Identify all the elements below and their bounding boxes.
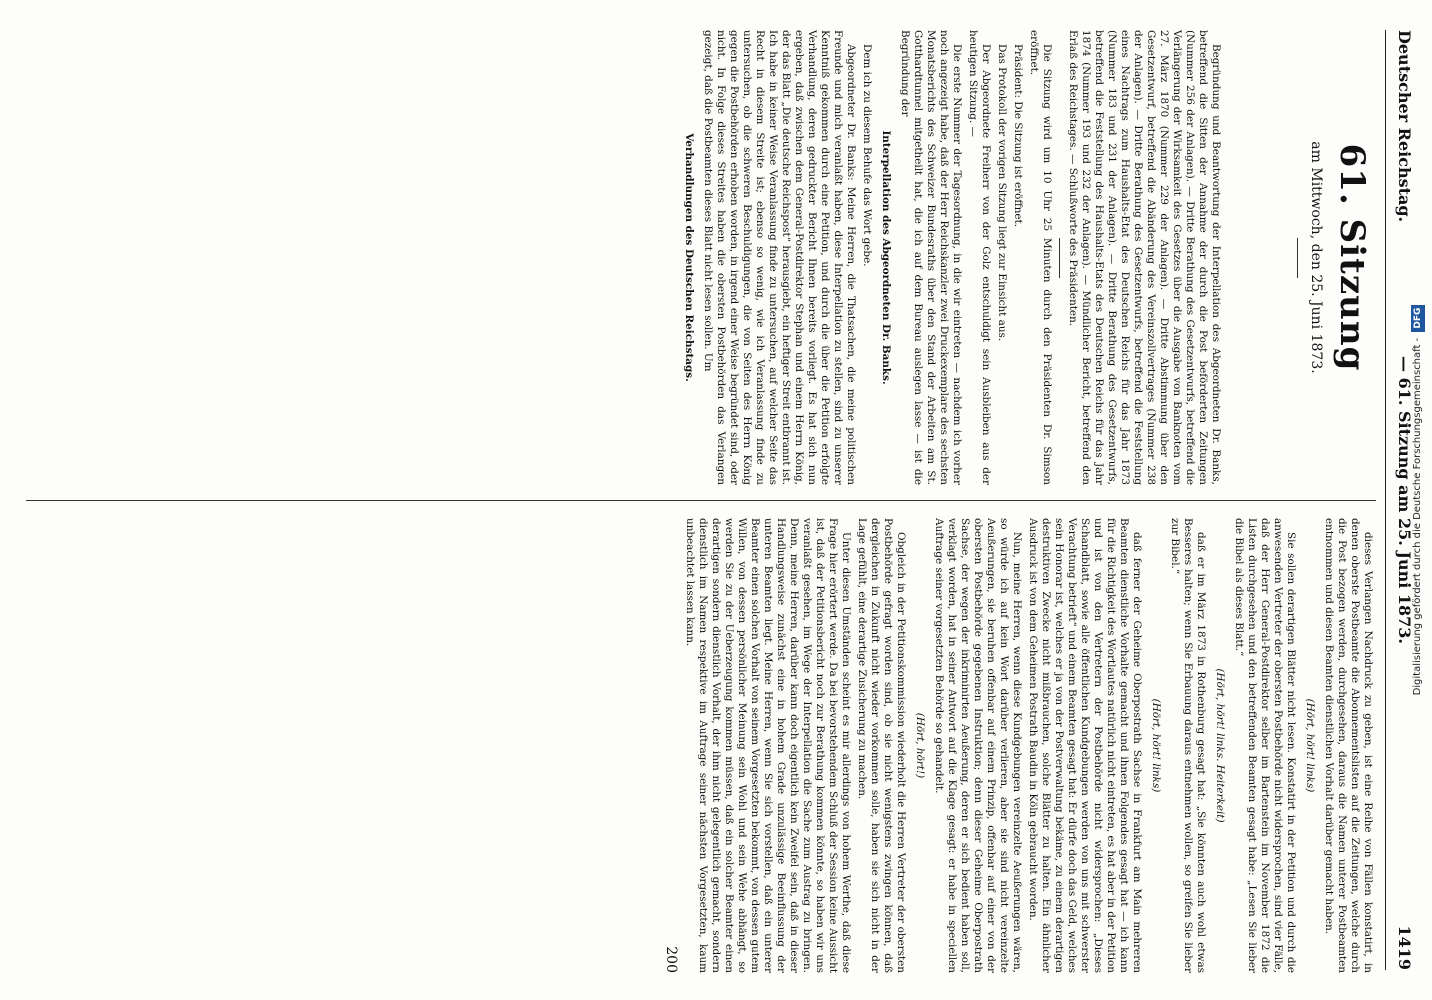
session-date: am Mittwoch, den 25. Juni 1873.	[1308, 141, 1324, 374]
footer-note: Verhandlungen des Deutschen Reichstags.	[683, 133, 695, 382]
floor-paragraph: Dem ich zu diesem Behufe das Wort gebe.	[861, 44, 873, 267]
digitization-credit	[1404, 0, 1432, 1000]
session-heading	[1297, 30, 1372, 485]
protocol-paragraph: Das Protokoll der vorigen Sitzung liegt zur Einsicht aus.	[996, 44, 1008, 342]
interjection: (Hört, hört! links)	[1304, 698, 1316, 793]
heading-rule	[1297, 238, 1298, 278]
left-column	[676, 30, 1222, 485]
credit-text-wrap	[1404, 0, 1432, 1000]
opening-paragraph: Die Sitzung wird um 10 Uhr 25 Minuten durch den Präsidenten Dr. Simson eröffnet.	[1028, 30, 1053, 485]
text-paragraph: Sie sollen derartigen Blätter nicht lesen. Konstatirt in der Petition und durch die anwesenden Vertreter der obersten Postbehörde nicht widersprochen, sind vier Fälle, daß der Herr General-Postdirektor selber im Bartenstein im November 1872 die Listen durchgesehen und den betreffenden Beamten gesagt habe: „Lesen Sie lieber die Bibel als dieses Blatt.“	[1233, 518, 1297, 973]
agenda-item-paragraph: Die erste Nummer der Tagesordnung, in die wir eintreten — nachdem ich vorher noch angezeigt habe, daß der Herr Reichskanzler zwei Druckexemplare des sechsten Monatsberichts des Schweizer Bundesraths über den Stand der Arbeiten am St. Gotthardtunnel mitgetheilt hat, die ich auf dem Bureau auslegen lasse — ist die Begründung der	[899, 30, 963, 485]
text-paragraph: Unter diesen Umständen scheint es mir allerdings von hohem Werthe, daß diese Frage hier erörtert werde. Da bei bevorstehendem Schluß der Session keine Aussicht ist, daß der Petitionsbericht noch zur Berathung kommen könnte, so haben wir uns veranlaßt gesehen, im Wege der Interpellation die Sache zum Austrag zu bringen. Denn, meine Herren, darüber kann doch eigentlich kein Zweifel sein, daß in dieser Handlungsweise zunächst eine in hohem Grade unzulässige Beeinflussung der unteren Beamten liegt. Meine Herren, wenn Sie sich vorstellen, daß ein unterer Beamter einen solchen Vorhalt von seinem Vorgesetzten bekommt, von dessen gutem Willen, von dessen persönlicher Meinung sein Wohl und sein Wehe abhängt, so werden Sie zu der Ueberzeugung kommen müssen, daß ein solcher Beamter einen derartigen sondern dienstlich Vorhalt, der ihm nicht gelegentlich gemacht, sondern dienstlich im Namen respektive im Auftrage seiner nächsten Vorgesetzten, kaum unbeachtet lassen kann.	[684, 518, 852, 973]
president-paragraph: Präsident: Die Sitzung ist eröffnet.	[1012, 44, 1024, 228]
session-title: 61. Sitzung	[1332, 143, 1372, 372]
text-paragraph: Obgleich in der Petitionskommission wiederholt die Herren Vertreter der obersten Postbehörde gefragt worden sind, ob sie nicht wenigstens zwingen können, daß dergleichen in Zukunft nicht wieder vorkommen solle, haben sie sich nicht in der Lage gefühlt, eine derartige Zusicherung zu machen.	[856, 518, 907, 973]
credit-text: Digitalisierung gefördert durch die Deutsche Forschungsgemeinschaft -	[1412, 337, 1423, 696]
interpellation-heading: Interpellation des Abgeordneten Dr. Banks.	[880, 130, 892, 385]
column-divider	[26, 500, 1376, 501]
interjection: (Hört, hört! links)	[1150, 698, 1162, 793]
dfg-logo: DFG	[1411, 305, 1425, 332]
signature-number: 200	[663, 946, 679, 973]
text-paragraph: Nun, meine Herren, wenn diese Kundgebungen vereinzelte Aeußerungen wären, so würde ich auf kein Wort darüber verlieren, aber sie sind nicht vereinzelte Aeußerungen, sie beruhen offenbar auf einem Prinzip, offenbar auf einer von der obersten Postbehörde gegebenen Instruktion; denn dieser Geheime Oberpostrath Sachse, der wegen der inkriminirten Aeußerung, deren er sich bedient haben soll, verklagt worden, hat in seiner Antwort auf die Klage gesagt: er habe in speciellen Auftrage seiner vorgesetzten Behörde so gehandelt.	[933, 518, 1023, 973]
header-rule	[1385, 30, 1386, 970]
interjection: (Hört, hört! links. Heiterkeit)	[1214, 668, 1226, 823]
right-column	[664, 518, 1374, 973]
text-paragraph: daß er im März 1873 in Rothenburg gesagt hat: „Sie könnten auch wohl etwas Besseres halten; wenn Sie Erbauung daraus entnehmen wollen, so greifen Sie lieber zur Bibel.“	[1169, 518, 1207, 973]
text-paragraph: dieses Verlangen Nachdruck zu geben, ist eine Reihe von Fällen konstatirt, in denen oberste Postbeamte die Abonnementslisten auf die Zeitungen, welche durch die Post bezogen werden, durchgesehen, daraus die Namen unterer Postbeamten entnommen und diesen Beamten dienstlichen Vorhalt darüber gemacht haben.	[1323, 518, 1374, 973]
text-paragraph: daß ferner der Geheime Oberpostrath Sachse in Frankfurt am Main mehreren Beamten dienstliche Vorhalte gemacht und ihnen Folgendes gesagt hat — ich kann für die Richtigkeit des Wortlautes natürlich nicht eintreten, es hat aber in der Petition und ist von den Vertretern der Postbehörde nicht widersprochen: „Dieses Schandblatt, sowie alle öffentlichen Kundgebungen werden von uns mit schwerster Verachtung betrieft“ und einem Beamten gesagt hat: Er dürfe doch das Geld, welches sein Honorar ist, welches er ja von der Postverwaltung bekäme, zu einem derartigen destruktiven Zwecke nicht mißbrauchen, solche Blätter zu halten. Ein ähnlicher Ausdruck ist von dem Geheimen Postrath Baudin in Köln gebraucht worden.	[1027, 518, 1143, 973]
speech-paragraph: Abgeordneter Dr. Banks: Meine Herren, die Thatsachen, die meine politischen Freunde und mich veranlaßt haben, diese Interpellation zu stellen, sind zu unserer Kenntniß gekommen durch eine Petition, und durch die über die Petition erfolgte Verhandlung, deren gedruckter Bericht Ihnen bereits vorliegt. Es hat sich nun ergeben, daß zwischen dem General-Postdirektor Stephan und einem Herrn König, der das Blatt „Die deutsche Reichspost“ herausgiebt, ein heftiger Streit entbrannt ist. Ich habe in keiner Weise Veranlassung finde zu untersuchen, auf welcher Seite das Recht in diesem Streite ist; ebenso so wenig, wie ich Veranlassung finde zu untersuchen, ob die schweren Beschuldigungen, die von Seiten des Herrn König gegen die Postbehörden erhoben worden, in irgend einer Weise begründet sind, oder nicht. In Folge dieses Streites haben die obersten Postbehörden das Verlangen gezeigt, daß die Postbeamten dieses Blatt nicht lesen sollen. Um	[702, 30, 857, 485]
interjection: (Hört, hört!)	[914, 712, 926, 779]
excuse-paragraph: Der Abgeordnete Freiherr von der Golz entschuldigt sein Ausbleiben aus der heutigen Sitzung. —	[967, 30, 992, 485]
header-center: — 61. Sitzung am 25. Juni 1873.	[1395, 356, 1414, 644]
section-rule	[1059, 238, 1060, 278]
page-number: 1419	[1395, 925, 1414, 970]
header-left: Deutscher Reichstag.	[1395, 30, 1414, 223]
agenda-paragraph: Begründung und Beantwortung der Interpellation des Abgeordneten Dr. Banks, betreffend die Sitten der Annahme der durch die Post beförderten Zeitungen (Nummer 256 der Anlagen). — Dritte Berathung des Gesetzentwurfs, betreffend die Verlängerung der Wirksamkeit des Gesetzes über die Ausgabe von Banknoten vom 27. März 1870 (Nummer 229 der Anlagen). — Dritte Abstimmung über den Gesetzentwurf, betreffend die Abänderung des Vereinszollvertrages (Nummer 238 der Anlagen). — Dritte Berathung des Gesetzentwurfs, betreffend die Feststellung eines Nachtrags zum Haushalts-Etat des Deutschen Reichs für das Jahr 1873 (Nummer 183 und 231 der Anlagen). — Dritte Berathung des Gesetzentwurfs, betreffend die Feststellung des Haushalts-Etats des Deutschen Reichs für das Jahr 1874 (Nummer 193 und 232 der Anlagen). — Mündlicher Bericht, betreffend den Erlaß des Reichstages. — Schlußworte des Präsidenten.	[1067, 30, 1222, 485]
